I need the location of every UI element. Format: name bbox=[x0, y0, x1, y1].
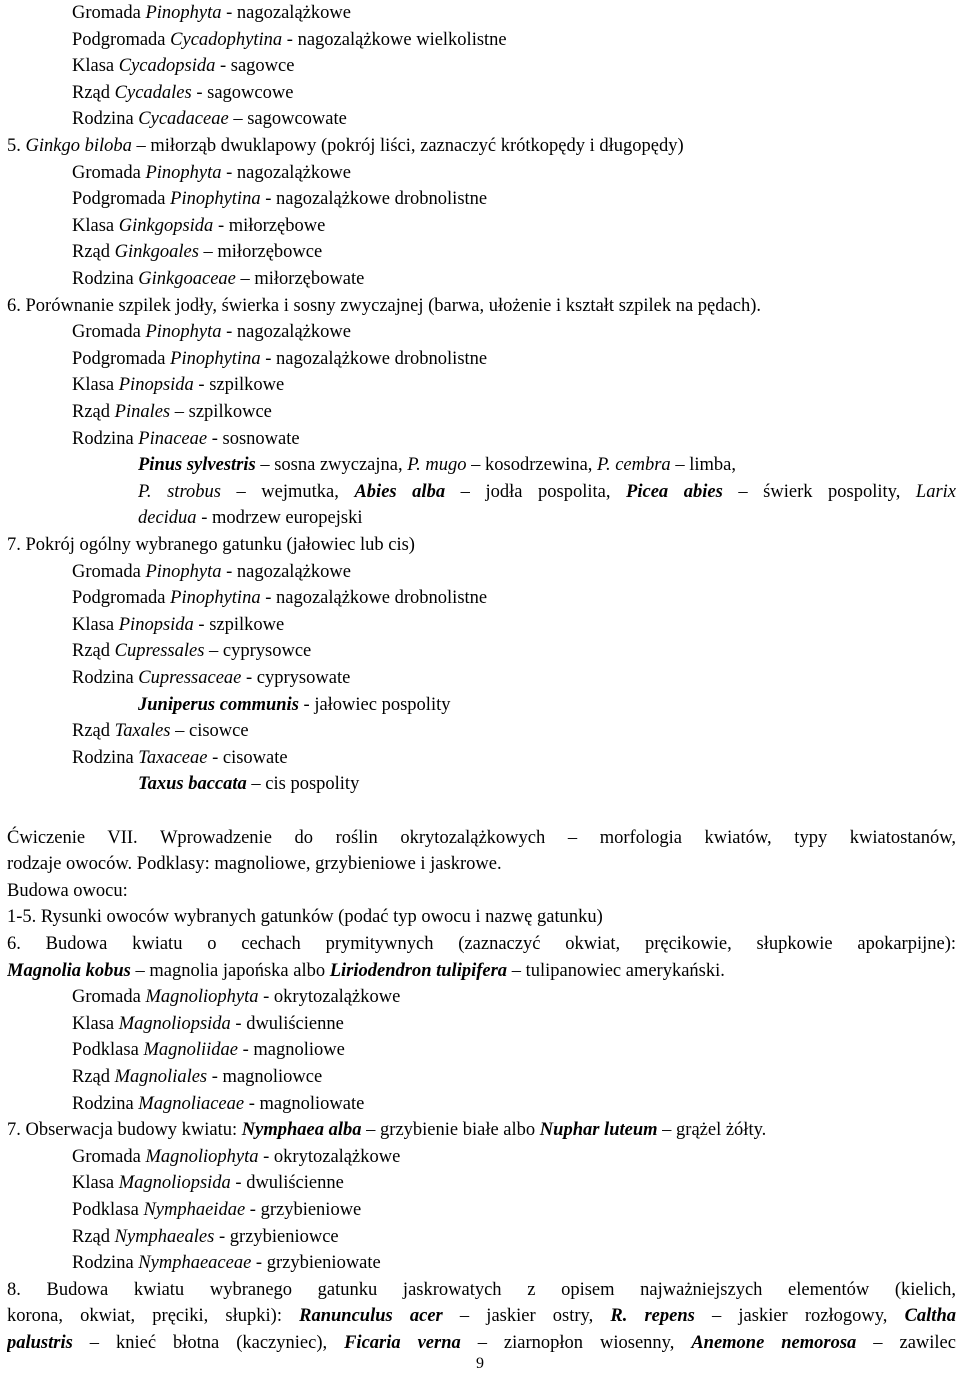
taxon-name: Anemone nemorosa bbox=[691, 1333, 857, 1353]
taxon-name: Ficaria verna bbox=[344, 1333, 461, 1353]
text-line bbox=[72, 399, 956, 426]
text-line bbox=[72, 239, 956, 266]
text-run: - szpilkowe bbox=[193, 614, 285, 635]
taxon-name: P. strobus bbox=[138, 481, 221, 502]
text-run: korona, okwiat, pręciki, słupki): bbox=[7, 1306, 300, 1327]
taxon-name: Magnoliopsida bbox=[118, 1013, 231, 1034]
text-run: - nagozalążkowe drobnolistne bbox=[260, 348, 488, 369]
text-line bbox=[72, 426, 956, 453]
text-line bbox=[7, 904, 956, 931]
text-run: Klasa bbox=[72, 375, 119, 396]
text-run: - sosnowate bbox=[207, 428, 300, 449]
page-number: 9 bbox=[476, 1355, 484, 1372]
text-run: - modrzew europejski bbox=[196, 508, 363, 529]
taxon-name: Magnoliophyta bbox=[145, 1146, 259, 1167]
text-run: Podgromada bbox=[72, 588, 171, 609]
text-run: Gromada bbox=[72, 987, 146, 1008]
text-run: Rząd bbox=[72, 721, 115, 742]
text-run: - okrytozalążkowe bbox=[258, 987, 401, 1008]
text-line bbox=[138, 505, 956, 532]
text-line bbox=[7, 1330, 956, 1357]
text-run: – wejmutka, bbox=[220, 481, 355, 502]
text-line bbox=[72, 612, 956, 639]
text-run: Gromada bbox=[72, 162, 146, 183]
text-run: Rząd bbox=[72, 1067, 115, 1087]
taxon-name: Taxaceae bbox=[138, 747, 208, 768]
text-run: - magnoliowe bbox=[237, 1040, 345, 1061]
taxon-name: Pinopsida bbox=[118, 375, 194, 396]
taxon-name: Ginkgopsida bbox=[118, 215, 214, 236]
text-line bbox=[72, 27, 956, 54]
text-run: Budowa owocu: bbox=[7, 880, 128, 901]
text-run: Rodzina bbox=[72, 1253, 139, 1274]
taxon-name: Pinophyta bbox=[145, 561, 222, 582]
taxon-name: Magnoliopsida bbox=[118, 1173, 231, 1194]
text-line bbox=[72, 213, 956, 240]
text-run: – magnolia japońska albo bbox=[130, 960, 330, 981]
text-run: – knieć błotna (kaczyniec), bbox=[72, 1333, 345, 1353]
text-line bbox=[7, 851, 956, 878]
text-run: – sosna zwyczajna, bbox=[255, 455, 408, 476]
text-run: – zawilec bbox=[856, 1333, 956, 1353]
text-run: - nagozalążkowe bbox=[221, 3, 351, 23]
text-run: - magnoliowate bbox=[244, 1093, 365, 1114]
text-line bbox=[7, 931, 956, 958]
text-run: - jałowiec pospolity bbox=[298, 694, 451, 715]
text-line bbox=[72, 1250, 956, 1277]
taxon-name: Magnolia kobus bbox=[7, 960, 131, 981]
text-line bbox=[72, 266, 956, 293]
taxon-name: Caltha bbox=[904, 1306, 956, 1327]
text-line bbox=[72, 372, 956, 399]
text-run: - nagozalążkowe drobnolistne bbox=[260, 588, 488, 609]
taxon-name: Cupressales bbox=[114, 641, 205, 662]
taxon-name: Liriodendron tulipifera bbox=[329, 960, 508, 981]
taxon-name: Cycadophytina bbox=[170, 29, 283, 50]
taxon-name: Magnoliidae bbox=[143, 1040, 238, 1061]
text-run: Podklasa bbox=[72, 1200, 144, 1220]
text-line bbox=[72, 984, 956, 1011]
text-run: Rząd bbox=[72, 641, 115, 662]
taxon-name: Abies alba bbox=[354, 481, 446, 502]
text-line bbox=[72, 0, 956, 27]
text-run: – limba, bbox=[670, 455, 736, 476]
taxon-name: Taxales bbox=[114, 721, 171, 742]
text-run: - dwuliścienne bbox=[230, 1013, 344, 1034]
taxon-name: Pinopsida bbox=[118, 614, 194, 635]
text-line bbox=[72, 718, 956, 745]
taxon-name: Ranunculus acer bbox=[299, 1306, 443, 1327]
taxon-name: Nymphaea alba bbox=[241, 1120, 362, 1141]
text-run: 6. Budowa kwiatu o cechach prymitywnych (zaznaczyć okwiat, pręcikowie, słupkowie apokarpijne): bbox=[7, 934, 956, 954]
text-run: Podgromada bbox=[72, 189, 171, 210]
text-run: - magnoliowce bbox=[207, 1067, 323, 1087]
taxon-name: Ginkgo biloba bbox=[25, 136, 132, 156]
text-line bbox=[138, 692, 956, 719]
text-run: Podgromada bbox=[72, 348, 171, 369]
text-run: Rząd bbox=[72, 402, 115, 422]
text-line bbox=[72, 1144, 956, 1171]
text-run: - miłorzębowe bbox=[213, 215, 326, 236]
text-line bbox=[72, 160, 956, 187]
text-run: Rodzina bbox=[72, 109, 139, 130]
text-line bbox=[7, 1303, 956, 1330]
text-run: Klasa bbox=[72, 614, 119, 635]
text-run: 1-5. Rysunki owoców wybranych gatunków (podać typ owocu i nazwę gatunku) bbox=[7, 907, 603, 928]
taxon-name: Pinophytina bbox=[170, 189, 261, 210]
text-run: – kosodrzewina, bbox=[466, 455, 598, 476]
text-run: 6. Porównanie szpilek jodły, świerka i sosny zwyczajnej (barwa, ułożenie i kształt szpilek na pędach). bbox=[7, 295, 761, 316]
text-run: 5. bbox=[7, 136, 26, 156]
text-run: Klasa bbox=[72, 1173, 119, 1194]
text-run: – świerk pospolity, bbox=[722, 481, 916, 502]
text-line bbox=[7, 958, 956, 985]
taxon-name: Juniperus communis bbox=[138, 694, 299, 715]
taxon-name: Larix bbox=[915, 481, 956, 502]
text-run: - nagozalążkowe bbox=[221, 561, 351, 582]
text-run: 8. Budowa kwiatu wybranego gatunku jaskrowatych z opisem najważniejszych elementów (kielich, bbox=[7, 1279, 956, 1300]
taxon-name: Pinophyta bbox=[145, 162, 222, 183]
taxon-name: Nymphaeaceae bbox=[138, 1253, 252, 1274]
text-line bbox=[7, 1277, 956, 1304]
taxon-name: Pinaceae bbox=[138, 428, 208, 449]
text-run: Gromada bbox=[72, 322, 146, 343]
taxon-name: P. cembra bbox=[597, 455, 671, 476]
text-run: – jaskier ostry, bbox=[442, 1306, 611, 1327]
text-run: – miłorzębowce bbox=[198, 242, 323, 263]
text-run: Rząd bbox=[72, 82, 115, 103]
taxon-name: decidua bbox=[138, 508, 197, 529]
taxon-name: Magnoliales bbox=[114, 1067, 208, 1087]
text-run: Rodzina bbox=[72, 747, 139, 768]
text-run: - sagowcowe bbox=[191, 82, 294, 103]
text-run: - nagozalążkowe drobnolistne bbox=[260, 189, 488, 210]
text-line bbox=[72, 1037, 956, 1064]
text-run: Klasa bbox=[72, 56, 119, 77]
text-line bbox=[72, 346, 956, 373]
text-run: Podklasa bbox=[72, 1040, 144, 1061]
text-run: – cyprysowce bbox=[204, 641, 312, 662]
text-run: Gromada bbox=[72, 3, 146, 23]
taxon-name: palustris bbox=[7, 1333, 73, 1353]
text-line bbox=[72, 585, 956, 612]
text-run: – miłorząb dwuklapowy (pokrój liści, zaznaczyć krótkopędy i długopędy) bbox=[131, 136, 684, 156]
taxon-name: Ginkgoaceae bbox=[138, 269, 236, 289]
text-run: Rząd bbox=[72, 1226, 115, 1247]
text-line bbox=[72, 638, 956, 665]
text-line bbox=[72, 1170, 956, 1197]
text-line bbox=[72, 186, 956, 213]
text-line bbox=[72, 53, 956, 80]
text-run: – szpilkowce bbox=[170, 402, 272, 422]
taxon-name: Pinus sylvestris bbox=[138, 455, 256, 476]
taxon-name: Magnoliophyta bbox=[145, 987, 259, 1008]
taxon-name: Pinophyta bbox=[145, 322, 222, 343]
taxon-name: Pinophytina bbox=[170, 348, 261, 369]
text-line bbox=[7, 293, 956, 320]
taxon-name: Ginkgoales bbox=[114, 242, 199, 263]
text-run: 7. Pokrój ogólny wybranego gatunku (jałowiec lub cis) bbox=[7, 535, 415, 555]
text-run: – cis pospolity bbox=[246, 774, 360, 795]
text-line bbox=[72, 1064, 956, 1091]
text-line bbox=[7, 878, 956, 905]
text-line bbox=[7, 825, 956, 852]
text-run: – grążel żółty. bbox=[657, 1120, 767, 1141]
taxon-name: P. mugo bbox=[407, 455, 467, 476]
text-line bbox=[138, 479, 956, 506]
text-run: Rodzina bbox=[72, 668, 139, 688]
text-run: - nagozalążkowe wielkolistne bbox=[282, 29, 507, 50]
taxon-name: R. repens bbox=[610, 1306, 695, 1327]
text-run: – jodła pospolita, bbox=[445, 481, 627, 502]
taxon-name: Picea abies bbox=[626, 481, 723, 502]
text-line bbox=[72, 665, 956, 692]
taxon-name: Pinophyta bbox=[145, 3, 222, 23]
taxon-name: Nymphaeidae bbox=[143, 1200, 246, 1220]
text-run: - nagozalążkowe bbox=[221, 162, 351, 183]
taxon-name: Taxus baccata bbox=[138, 774, 247, 795]
text-run: Klasa bbox=[72, 1013, 119, 1034]
text-run: - dwuliścienne bbox=[230, 1173, 344, 1194]
taxon-name: Pinales bbox=[114, 402, 171, 422]
text-run: - szpilkowe bbox=[193, 375, 285, 396]
text-run: - sagowce bbox=[215, 56, 295, 77]
text-line bbox=[7, 133, 956, 160]
text-line bbox=[72, 319, 956, 346]
text-run: - cyprysowate bbox=[241, 668, 351, 688]
text-run: Rodzina bbox=[72, 1093, 139, 1114]
text-run: - nagozalążkowe bbox=[221, 322, 351, 343]
text-run: – ziarnopłon wiosenny, bbox=[460, 1333, 692, 1353]
text-line bbox=[72, 80, 956, 107]
text-line bbox=[138, 771, 956, 798]
taxon-name: Nymphaeales bbox=[114, 1226, 215, 1247]
taxon-name: Cycadales bbox=[114, 82, 192, 103]
text-run: - cisowate bbox=[207, 747, 288, 768]
text-run: - grzybieniowate bbox=[251, 1253, 381, 1274]
text-line bbox=[72, 1197, 956, 1224]
taxon-name: Magnoliaceae bbox=[138, 1093, 245, 1114]
text-run: - grzybieniowce bbox=[214, 1226, 339, 1247]
text-run: – tulipanowiec amerykański. bbox=[507, 960, 725, 981]
text-run: Ćwiczenie VII. Wprowadzenie do roślin okrytozalążkowych – morfologia kwiatów, typy kwiatostanów, bbox=[7, 827, 956, 848]
text-line bbox=[72, 1011, 956, 1038]
taxon-name: Cycadaceae bbox=[138, 109, 229, 130]
text-run: Rząd bbox=[72, 242, 115, 263]
taxon-name: Pinophytina bbox=[170, 588, 261, 609]
text-run: – sagowcowate bbox=[228, 109, 347, 130]
text-run: – jaskier rozłogowy, bbox=[694, 1306, 905, 1327]
text-run: - grzybieniowe bbox=[245, 1200, 362, 1220]
text-line bbox=[72, 1224, 956, 1251]
taxon-name: Cycadopsida bbox=[118, 56, 216, 77]
text-run: Rodzina bbox=[72, 269, 139, 289]
text-run: - okrytozalążkowe bbox=[258, 1146, 401, 1167]
text-line bbox=[7, 532, 956, 559]
text-run: – grzybienie białe albo bbox=[361, 1120, 540, 1141]
text-line bbox=[72, 745, 956, 772]
text-line bbox=[72, 106, 956, 133]
text-line bbox=[72, 1091, 956, 1118]
text-run: Rodzina bbox=[72, 428, 139, 449]
text-run: rodzaje owoców. Podklasy: magnoliowe, grzybieniowe i jaskrowe. bbox=[7, 854, 502, 875]
text-line bbox=[7, 1117, 956, 1144]
text-run: Gromada bbox=[72, 1146, 146, 1167]
text-run: – cisowce bbox=[170, 721, 249, 742]
text-run: Podgromada bbox=[72, 29, 171, 50]
text-line bbox=[138, 452, 956, 479]
text-run: 7. Obserwacja budowy kwiatu: bbox=[7, 1120, 242, 1141]
taxon-name: Nuphar luteum bbox=[539, 1120, 658, 1141]
text-run: – miłorzębowate bbox=[235, 269, 365, 289]
text-run: Klasa bbox=[72, 215, 119, 236]
text-line bbox=[72, 559, 956, 586]
text-run: Gromada bbox=[72, 561, 146, 582]
taxon-name: Cupressaceae bbox=[138, 668, 242, 688]
